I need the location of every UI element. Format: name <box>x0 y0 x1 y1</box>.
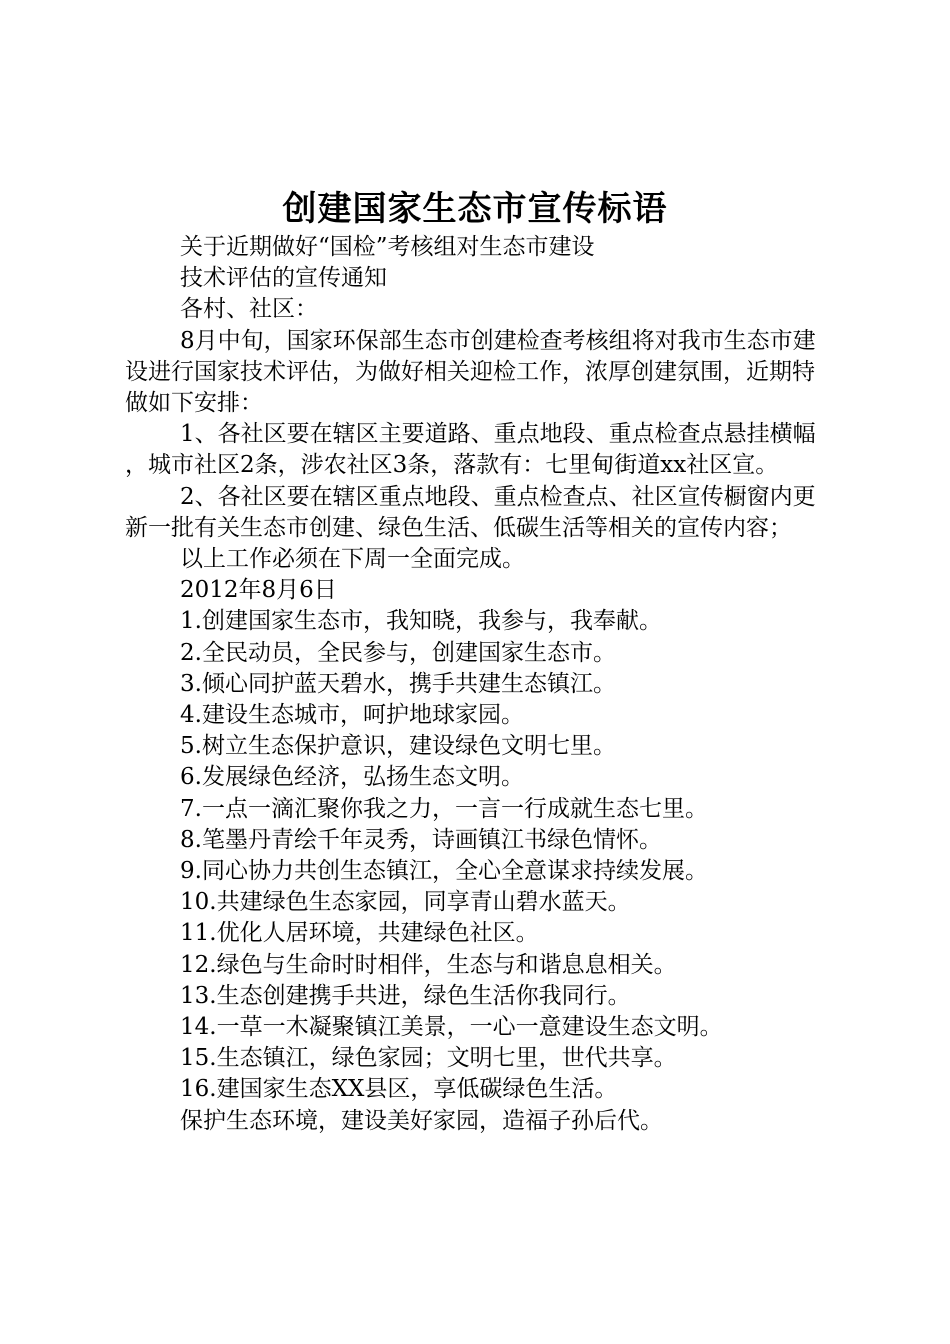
document-title: 创建国家生态市宣传标语 <box>282 189 668 229</box>
notice-heading-line-2: 技术评估的宣传通知 <box>180 265 387 292</box>
slogan-item: 16.建国家生态XX县区，享低碳绿色生活。 <box>180 1076 618 1103</box>
slogan-item: 13.生态创建携手共进，绿色生活你我同行。 <box>180 982 631 1009</box>
slogan-item: 15.生态镇江，绿色家园；文明七里，世代共享。 <box>180 1045 677 1072</box>
slogan-item: 2.全民动员，全民参与，创建国家生态市。 <box>180 639 616 666</box>
slogan-item: 3.倾心同护蓝天碧水，携手共建生态镇江。 <box>180 670 616 697</box>
slogan-item: 1.创建国家生态市，我知晓，我参与，我奉献。 <box>180 608 662 635</box>
slogan-item: 9.同心协力共创生态镇江，全心全意谋求持续发展。 <box>180 858 708 885</box>
slogan-item: 11.优化人居环境，共建绿色社区。 <box>180 920 539 947</box>
intro-paragraph: 8月中旬，国家环保部生态市创建检查考核组将对我市生态市建设进行国家技术评估，为做好相关迎检工作，浓厚创建氛围，近期特做如下安排： <box>125 327 816 417</box>
slogan-item: 5.树立生态保护意识，建设绿色文明七里。 <box>180 733 616 760</box>
notice-date: 2012年8月6日 <box>180 577 337 604</box>
arrangement-item-1: 1、各社区要在辖区主要道路、重点地段、重点检查点悬挂横幅，城市社区2条，涉农社区3条，落款有：七里甸街道xx社区宣。 <box>125 421 816 479</box>
slogan-item: 6.发展绿色经济，弘扬生态文明。 <box>180 764 524 791</box>
completion-note: 以上工作必须在下周一全面完成。 <box>180 546 525 573</box>
arrangement-item-2: 2、各社区要在辖区重点地段、重点检查点、社区宣传橱窗内更新一批有关生态市创建、绿色生活、低碳生活等相关的宣传内容； <box>125 483 816 541</box>
slogan-item: 14.一草一木凝聚镇江美景，一心一意建设生态文明。 <box>180 1014 723 1041</box>
slogan-item: 7.一点一滴汇聚你我之力，一言一行成就生态七里。 <box>180 795 708 822</box>
slogan-item: 12.绿色与生命时时相伴，生态与和谐息息相关。 <box>180 951 677 978</box>
closing-slogan: 保护生态环境，建设美好家园，造福子孙后代。 <box>180 1107 663 1134</box>
slogan-item: 10.共建绿色生态家园，同享青山碧水蓝天。 <box>180 889 631 916</box>
slogan-item: 4.建设生态城市，呵护地球家园。 <box>180 702 524 729</box>
document-body <box>125 232 833 1137</box>
notice-heading-line-1: 关于近期做好“国检”考核组对生态市建设 <box>180 234 595 260</box>
slogan-item: 8.笔墨丹青绘千年灵秀，诗画镇江书绿色情怀。 <box>180 826 662 853</box>
salutation: 各村、社区： <box>180 296 318 323</box>
slogan-list <box>125 606 833 1136</box>
